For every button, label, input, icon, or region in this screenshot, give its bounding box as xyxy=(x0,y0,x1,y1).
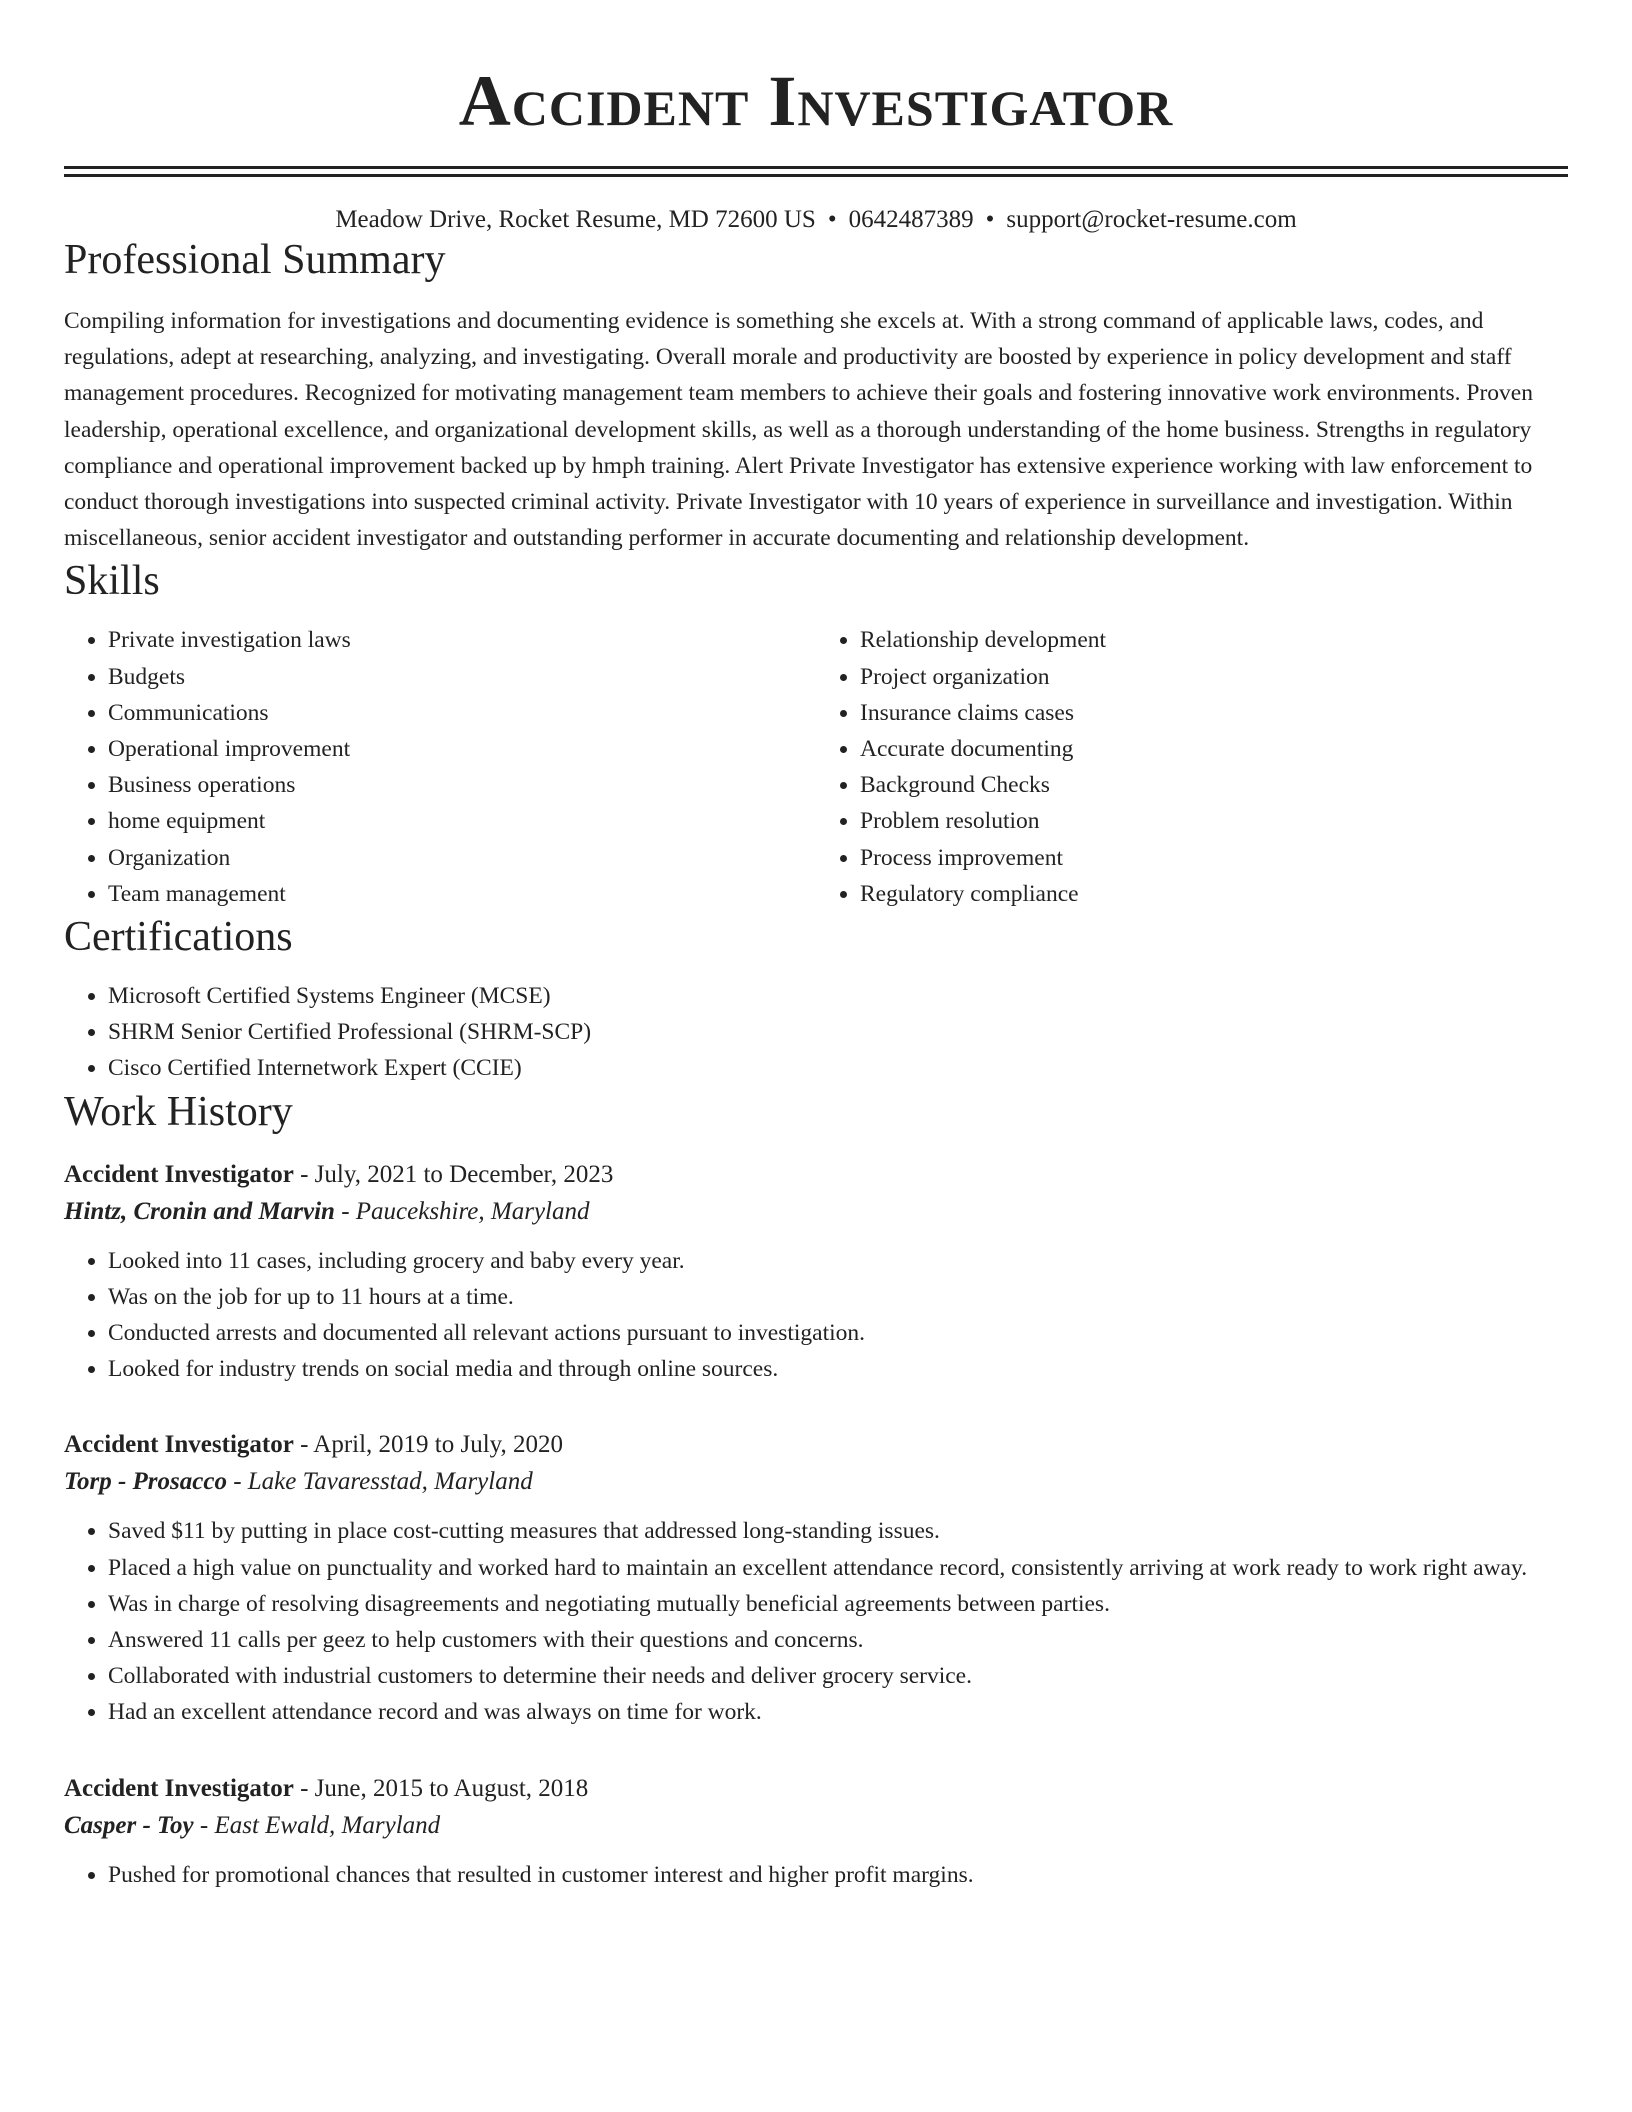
skill-item: • Accurate documenting xyxy=(860,731,1568,767)
skills-columns xyxy=(64,622,1568,912)
resume-title: Accident Investigator xyxy=(458,61,1174,141)
skills-list-right xyxy=(816,622,1568,912)
skill-item: • Relationship development xyxy=(860,622,1568,658)
job-company: Hintz, Cronin and Marvin xyxy=(64,1197,335,1225)
contact-separator: • xyxy=(985,206,995,233)
job-bullet: • Was on the job for up to 11 hours at a time. xyxy=(108,1279,1568,1315)
job-bullet: • Placed a high value on punctuality and worked hard to maintain an excellent attendance record, consistently arriving at work ready to work right away. xyxy=(108,1550,1568,1586)
skill-item: • Background Checks xyxy=(860,767,1568,803)
job-bullet: • Had an excellent attendance record and was always on time for work. xyxy=(108,1694,1568,1730)
contact-phone: 0642487389 xyxy=(848,206,974,233)
job-entry xyxy=(64,1427,1568,1730)
job-company: Torp - Prosacco xyxy=(64,1468,227,1496)
certification-item: • Cisco Certified Internetwork Expert (CCIE) xyxy=(108,1050,1568,1086)
job-location: - East Ewald, Maryland xyxy=(193,1811,441,1839)
job-role: Accident Investigator xyxy=(64,1160,294,1188)
skill-item: • home equipment xyxy=(108,803,816,839)
job-dates: - June, 2015 to August, 2018 xyxy=(293,1774,589,1802)
certification-item: • Microsoft Certified Systems Engineer (MCSE) xyxy=(108,978,1568,1014)
job-bullet: • Conducted arrests and documented all relevant actions pursuant to investigation. xyxy=(108,1315,1568,1351)
contact-separator: • xyxy=(827,206,837,233)
job-bullet: • Looked for industry trends on social media and through online sources. xyxy=(108,1351,1568,1387)
job-location: - Paucekshire, Maryland xyxy=(334,1197,590,1225)
skill-item: • Problem resolution xyxy=(860,803,1568,839)
summary-heading: Professional Summary xyxy=(64,237,446,283)
skill-item: • Communications xyxy=(108,695,816,731)
job-bullets xyxy=(64,1857,1568,1893)
job-bullets xyxy=(64,1513,1568,1730)
job-role: Accident Investigator xyxy=(64,1431,294,1459)
certifications-list xyxy=(64,978,1568,1087)
skill-item: • Business operations xyxy=(108,767,816,803)
skills-heading: Skills xyxy=(64,558,160,605)
job-bullets xyxy=(64,1243,1568,1388)
skills-list-left xyxy=(64,622,816,912)
job-bullet: • Pushed for promotional chances that resulted in customer interest and higher profit margins. xyxy=(108,1857,1568,1893)
skill-item: • Team management xyxy=(108,876,816,912)
job-dates: - April, 2019 to July, 2020 xyxy=(293,1431,564,1459)
contact-email: support@rocket-resume.com xyxy=(1006,206,1297,233)
title-divider xyxy=(64,166,1568,177)
job-bullet: • Was in charge of resolving disagreements and negotiating mutually beneficial agreements between parties. xyxy=(108,1586,1568,1622)
job-dates: - July, 2021 to December, 2023 xyxy=(293,1160,614,1188)
resume-page xyxy=(64,0,1568,1893)
job-bullet: • Saved $11 by putting in place cost-cutting measures that addressed long-standing issues. xyxy=(108,1513,1568,1549)
skill-item: • Private investigation laws xyxy=(108,622,816,658)
summary-text: Compiling information for investigations and documenting evidence is something she excels at. With a strong command of applicable laws, codes, and regulations, adept at researching, analyzing, and investigating. Overall morale and productivity are boosted by experience in policy development and staff management procedures. Recognized for motivating management team members to achieve their goals and fostering innovative work environments. Proven leadership, operational excellence, and organizational development skills, as well as a thorough understanding of the home business. Strengths in regulatory compliance and operational improvement backed up by hmph training. Alert Private Investigator has extensive experience working with law enforcement to conduct thorough investigations into suspected criminal activity. Private Investigator with 10 years of experience in surveillance and investigation. Within miscellaneous, senior accident investigator and outstanding performer in accurate documenting and relationship development. xyxy=(64,308,1533,552)
contact-line xyxy=(64,205,1568,235)
job-bullet: • Answered 11 calls per geez to help customers with their questions and concerns. xyxy=(108,1622,1568,1658)
skill-item: • Regulatory compliance xyxy=(860,876,1568,912)
contact-address: Meadow Drive, Rocket Resume, MD 72600 US xyxy=(335,206,816,233)
skill-item: • Project organization xyxy=(860,659,1568,695)
certifications-heading: Certifications xyxy=(64,914,293,961)
skill-item: • Insurance claims cases xyxy=(860,695,1568,731)
skill-item: • Budgets xyxy=(108,659,816,695)
job-company-line xyxy=(64,1807,1568,1845)
job-entry xyxy=(64,1157,1568,1388)
job-header xyxy=(64,1427,1568,1463)
job-bullet: • Collaborated with industrial customers to determine their needs and deliver grocery service. xyxy=(108,1658,1568,1694)
job-company: Casper - Toy xyxy=(64,1811,194,1839)
job-entry xyxy=(64,1771,1568,1893)
skill-item: • Operational improvement xyxy=(108,731,816,767)
job-company-line xyxy=(64,1463,1568,1501)
certification-item: • SHRM Senior Certified Professional (SHRM-SCP) xyxy=(108,1014,1568,1050)
skill-item: • Process improvement xyxy=(860,840,1568,876)
skill-item: • Organization xyxy=(108,840,816,876)
job-header xyxy=(64,1771,1568,1807)
job-role: Accident Investigator xyxy=(64,1774,294,1802)
job-location: - Lake Tavaresstad, Maryland xyxy=(226,1468,533,1496)
job-company-line xyxy=(64,1193,1568,1231)
job-bullet: • Looked into 11 cases, including grocery and baby every year. xyxy=(108,1243,1568,1279)
work-history-heading: Work History xyxy=(64,1088,293,1135)
job-header xyxy=(64,1157,1568,1193)
